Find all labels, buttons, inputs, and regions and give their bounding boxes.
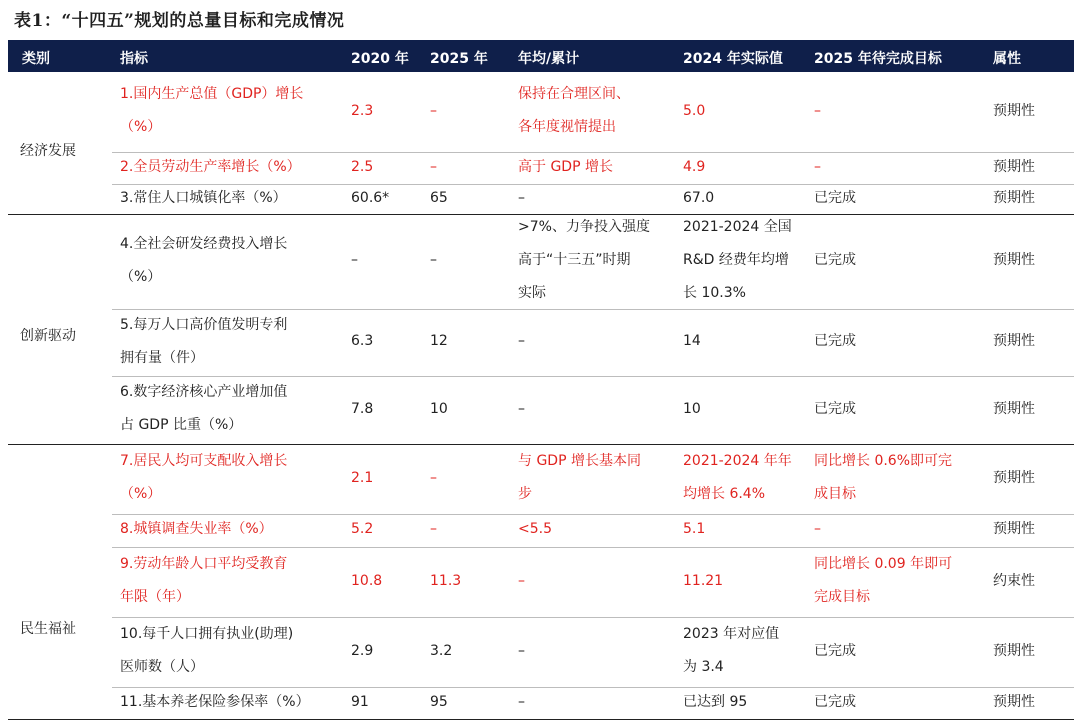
header-category: 类别 (22, 51, 50, 67)
actual-cell: 67.0 (683, 189, 715, 206)
actual-cell: 5.1 (683, 521, 706, 537)
actual-cell: 4.9 (683, 158, 706, 175)
avg-cell: – (518, 693, 525, 710)
actual-cell: 均增长 6.4% (683, 486, 766, 502)
indicator-cell: 3.常住人口城镇化率（%） (120, 189, 287, 206)
table-title: 表1：“十四五”规划的总量目标和完成情况 (14, 11, 345, 31)
avg-cell: – (518, 189, 525, 206)
value-2025-cell: 10 (430, 400, 448, 417)
actual-cell: 5.0 (683, 102, 706, 119)
goal-cell: 已完成 (814, 400, 856, 417)
indicator-cell: （%） (120, 268, 162, 285)
category-label: 民生福祉 (20, 621, 76, 637)
value-2020-cell: 91 (351, 693, 369, 710)
table-row (8, 309, 1074, 376)
avg-cell: >7%、力争投入强度 (518, 219, 650, 235)
avg-cell: 实际 (518, 285, 546, 301)
attribute-cell: 预期性 (993, 158, 1035, 175)
value-2025-cell: – (430, 252, 437, 268)
attribute-cell: 预期性 (993, 333, 1035, 349)
value-2025-cell: 3.2 (430, 642, 453, 659)
goal-cell: – (814, 102, 821, 119)
avg-cell: 与 GDP 增长基本同 (518, 453, 641, 469)
indicator-cell: 2.全员劳动生产率增长（%） (120, 158, 301, 175)
goal-cell: 同比增长 0.6%即可完 (814, 453, 953, 469)
table-row (8, 687, 1074, 719)
attribute-cell: 预期性 (993, 521, 1035, 537)
avg-cell: <5.5 (518, 521, 552, 537)
indicator-cell: （%） (120, 119, 162, 135)
attribute-cell: 预期性 (993, 469, 1035, 486)
header-goal: 2025 年待完成目标 (814, 51, 942, 67)
indicator-cell: 医师数（人） (120, 659, 204, 675)
avg-cell: 高于 GDP 增长 (518, 158, 613, 175)
avg-cell: 步 (518, 486, 532, 502)
table-row (8, 376, 1074, 444)
value-2025-cell: 12 (430, 333, 448, 349)
table-row (8, 152, 1074, 184)
indicator-cell: 6.数字经济核心产业增加值 (120, 384, 288, 400)
table-row (8, 617, 1074, 687)
avg-cell: 保持在合理区间、 (518, 86, 630, 102)
value-2025-cell: – (430, 469, 437, 486)
avg-cell: – (518, 642, 525, 659)
header-2020: 2020 年 (351, 51, 409, 67)
goal-cell: 已完成 (814, 642, 856, 659)
actual-cell: 为 3.4 (683, 659, 724, 675)
value-2025-cell: 95 (430, 693, 448, 710)
goal-cell: 已完成 (814, 693, 856, 710)
goal-cell: – (814, 521, 821, 537)
value-2025-cell: – (430, 102, 437, 119)
avg-cell: – (518, 400, 525, 417)
table-row (8, 184, 1074, 214)
value-2020-cell: – (351, 252, 358, 268)
attribute-cell: 预期性 (993, 252, 1035, 268)
table-row (8, 214, 1074, 309)
value-2025-cell: – (430, 158, 437, 175)
value-2020-cell: 2.3 (351, 102, 374, 119)
indicator-cell: 8.城镇调查失业率（%） (120, 521, 273, 537)
actual-cell: 已达到 95 (683, 693, 748, 710)
goal-cell: 同比增长 0.09 年即可 (814, 556, 953, 572)
goal-cell: 完成目标 (814, 589, 870, 605)
value-2020-cell: 7.8 (351, 400, 374, 417)
table-header (8, 40, 1074, 72)
goal-cell: 成目标 (814, 486, 856, 502)
indicator-cell: 10.每千人口拥有执业(助理) (120, 626, 294, 642)
value-2025-cell: 11.3 (430, 572, 462, 589)
table-row (8, 72, 1074, 152)
header-attr: 属性 (993, 51, 1021, 67)
attribute-cell: 约束性 (993, 572, 1035, 589)
category-label: 创新驱动 (20, 328, 76, 344)
actual-cell: 2021-2024 年年 (683, 453, 792, 469)
attribute-cell: 预期性 (993, 400, 1035, 417)
table-row (8, 547, 1074, 617)
actual-cell: 2021-2024 全国 (683, 219, 792, 235)
value-2020-cell: 60.6* (351, 189, 390, 206)
table-row (8, 514, 1074, 547)
indicator-cell: 1.国内生产总值（GDP）增长 (120, 86, 304, 102)
actual-cell: 11.21 (683, 572, 724, 589)
header-actual: 2024 年实际值 (683, 51, 783, 67)
attribute-cell: 预期性 (993, 102, 1035, 119)
indicator-cell: 7.居民人均可支配收入增长 (120, 453, 288, 469)
goal-cell: 已完成 (814, 252, 856, 268)
value-2020-cell: 5.2 (351, 521, 374, 537)
header-indicator: 指标 (120, 51, 148, 67)
actual-cell: 14 (683, 333, 701, 349)
avg-cell: – (518, 572, 525, 589)
attribute-cell: 预期性 (993, 693, 1035, 710)
indicator-cell: 9.劳动年龄人口平均受教育 (120, 556, 288, 572)
indicator-cell: 占 GDP 比重（%） (120, 417, 243, 433)
indicator-cell: 拥有量（件） (120, 349, 204, 366)
actual-cell: 长 10.3% (683, 285, 746, 301)
header-2025: 2025 年 (430, 51, 488, 67)
header-avg: 年均/累计 (518, 51, 580, 67)
indicator-cell: （%） (120, 486, 162, 502)
value-2020-cell: 6.3 (351, 333, 374, 349)
value-2020-cell: 2.1 (351, 469, 374, 486)
value-2020-cell: 2.5 (351, 158, 374, 175)
indicator-cell: 4.全社会研发经费投入增长 (120, 235, 288, 252)
avg-cell: – (518, 333, 525, 349)
actual-cell: R&D 经费年均增 (683, 252, 789, 268)
indicator-cell: 11.基本养老保险参保率（%） (120, 693, 310, 710)
category-label: 经济发展 (20, 143, 76, 159)
actual-cell: 10 (683, 400, 701, 417)
avg-cell: 各年度视情提出 (518, 119, 616, 135)
actual-cell: 2023 年对应值 (683, 626, 780, 642)
avg-cell: 高于“十三五”时期 (518, 252, 631, 268)
value-2020-cell: 10.8 (351, 572, 383, 589)
table-row (8, 444, 1074, 514)
indicator-cell: 5.每万人口高价值发明专利 (120, 316, 288, 333)
value-2025-cell: 65 (430, 189, 448, 206)
goal-cell: 已完成 (814, 189, 856, 206)
attribute-cell: 预期性 (993, 189, 1035, 206)
goal-cell: 已完成 (814, 333, 856, 349)
attribute-cell: 预期性 (993, 642, 1035, 659)
goal-cell: – (814, 158, 821, 175)
indicator-cell: 年限（年） (120, 589, 190, 605)
value-2025-cell: – (430, 521, 437, 537)
value-2020-cell: 2.9 (351, 642, 374, 659)
